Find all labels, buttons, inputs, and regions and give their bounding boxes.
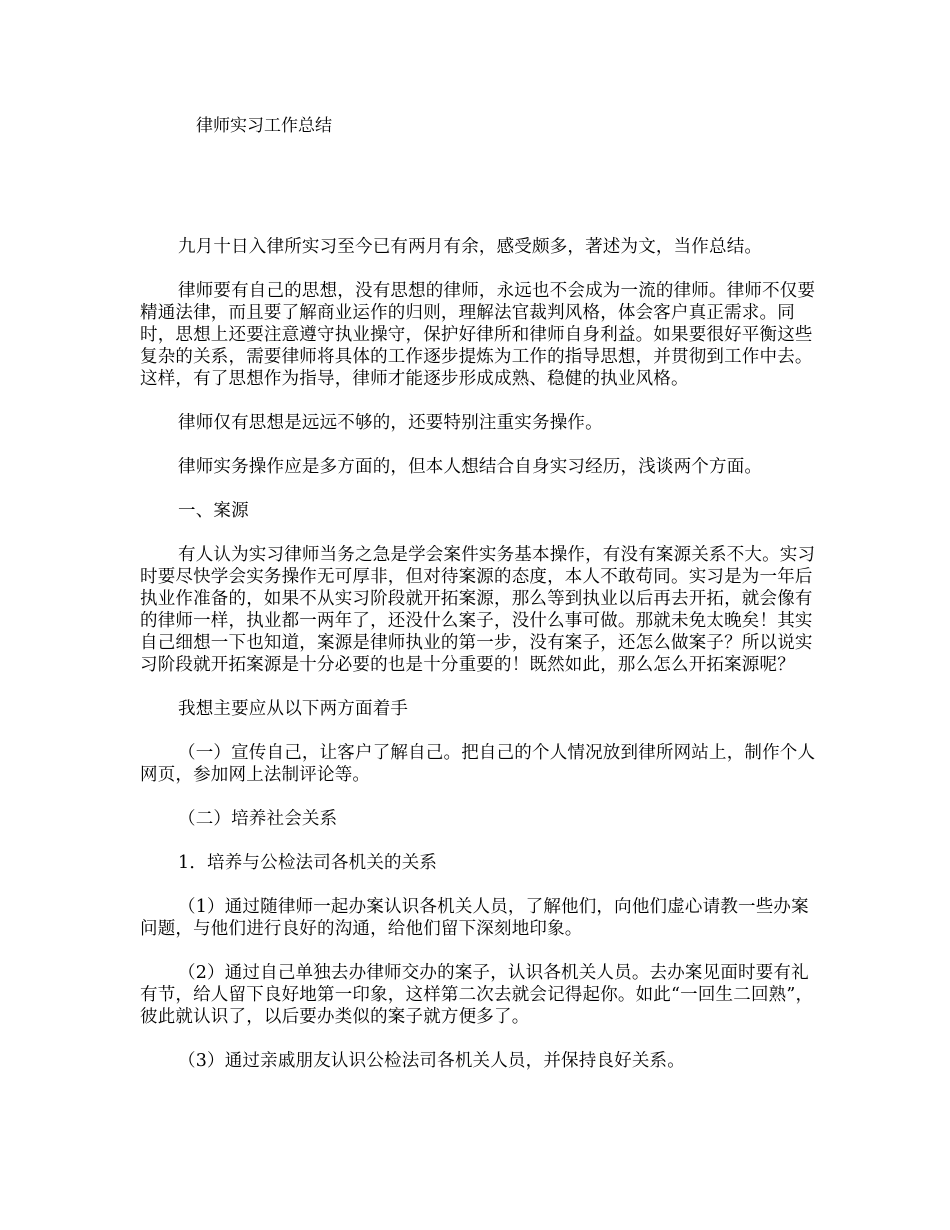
- document-title: 律师实习工作总结: [196, 116, 332, 136]
- paragraph-case-source: 有人认为实习律师当务之急是学会案件实务基本操作，有没有案源关系不大。实习时要尽快学会实务操作无可厚非，但对待案源的态度，本人不敢苟同。实习是为一年后执业作准备的，如果不从实习阶段就开拓案源，那么等到执业以后再去开拓，就会像有的律师一样，执业都一两年了，还没什么案子，没什么事可做。那就未免太晚矣！其实自己细想一下也知道，案源是律师执业的第一步，没有案子，还怎么做案子？所以说实习阶段就开拓案源是十分必要的也是十分重要的！既然如此，那么怎么开拓案源呢？: [140, 545, 816, 675]
- paragraph-thinking: 律师要有自己的思想，没有思想的律师，永远也不会成为一流的律师。律师不仅要精通法律，而且要了解商业运作的归则，理解法官裁判风格，体会客户真正需求。同时，思想上还要注意遵守执业操守，保护好律所和律师自身利益。如果要很好平衡这些复杂的关系，需要律师将具体的工作逐步提炼为工作的指导思想，并贯彻到工作中去。这样，有了思想作为指导，律师才能逐步形成成熟、稳健的执业风格。: [140, 281, 816, 389]
- subheading-agency-relations: 1．培养与公检法司各机关的关系: [178, 853, 438, 873]
- paragraph-two-aspects: 律师实务操作应是多方面的，但本人想结合自身实习经历，浅谈两个方面。: [178, 457, 763, 477]
- paragraph-promote-self: （一）宣传自己，让客户了解自己。把自己的个人情况放到律所网站上，制作个人网页，参加网上法制评论等。: [140, 743, 816, 785]
- paragraph-approach: 我想主要应从以下两方面着手: [178, 699, 409, 719]
- list-item-2: （2）通过自己单独去办律师交办的案子，认识各机关人员。去办案见面时要有礼有节，给人留下良好地第一印象，这样第二次去就会记得起你。如此“一回生二回熟”，彼此就认识了，以后要办类似的案子就方便多了。: [140, 963, 814, 1027]
- list-item-3: （3）通过亲戚朋友认识公检法司各机关人员，并保持良好关系。: [178, 1051, 685, 1071]
- subheading-social-relations: （二）培养社会关系: [178, 809, 338, 829]
- list-item-1: （1）通过随律师一起办案认识各机关人员，了解他们，向他们虚心请教一些办案问题，与他们进行良好的沟通，给他们留下深刻地印象。: [140, 897, 809, 939]
- paragraph-practice: 律师仅有思想是远远不够的，还要特别注重实务操作。: [178, 413, 603, 433]
- section-heading-case-source: 一、案源: [178, 501, 249, 521]
- document-body: [140, 236, 822, 1072]
- paragraph-intro: 九月十日入律所实习至今已有两月有余，感受颇多，著述为文，当作总结。: [178, 237, 763, 257]
